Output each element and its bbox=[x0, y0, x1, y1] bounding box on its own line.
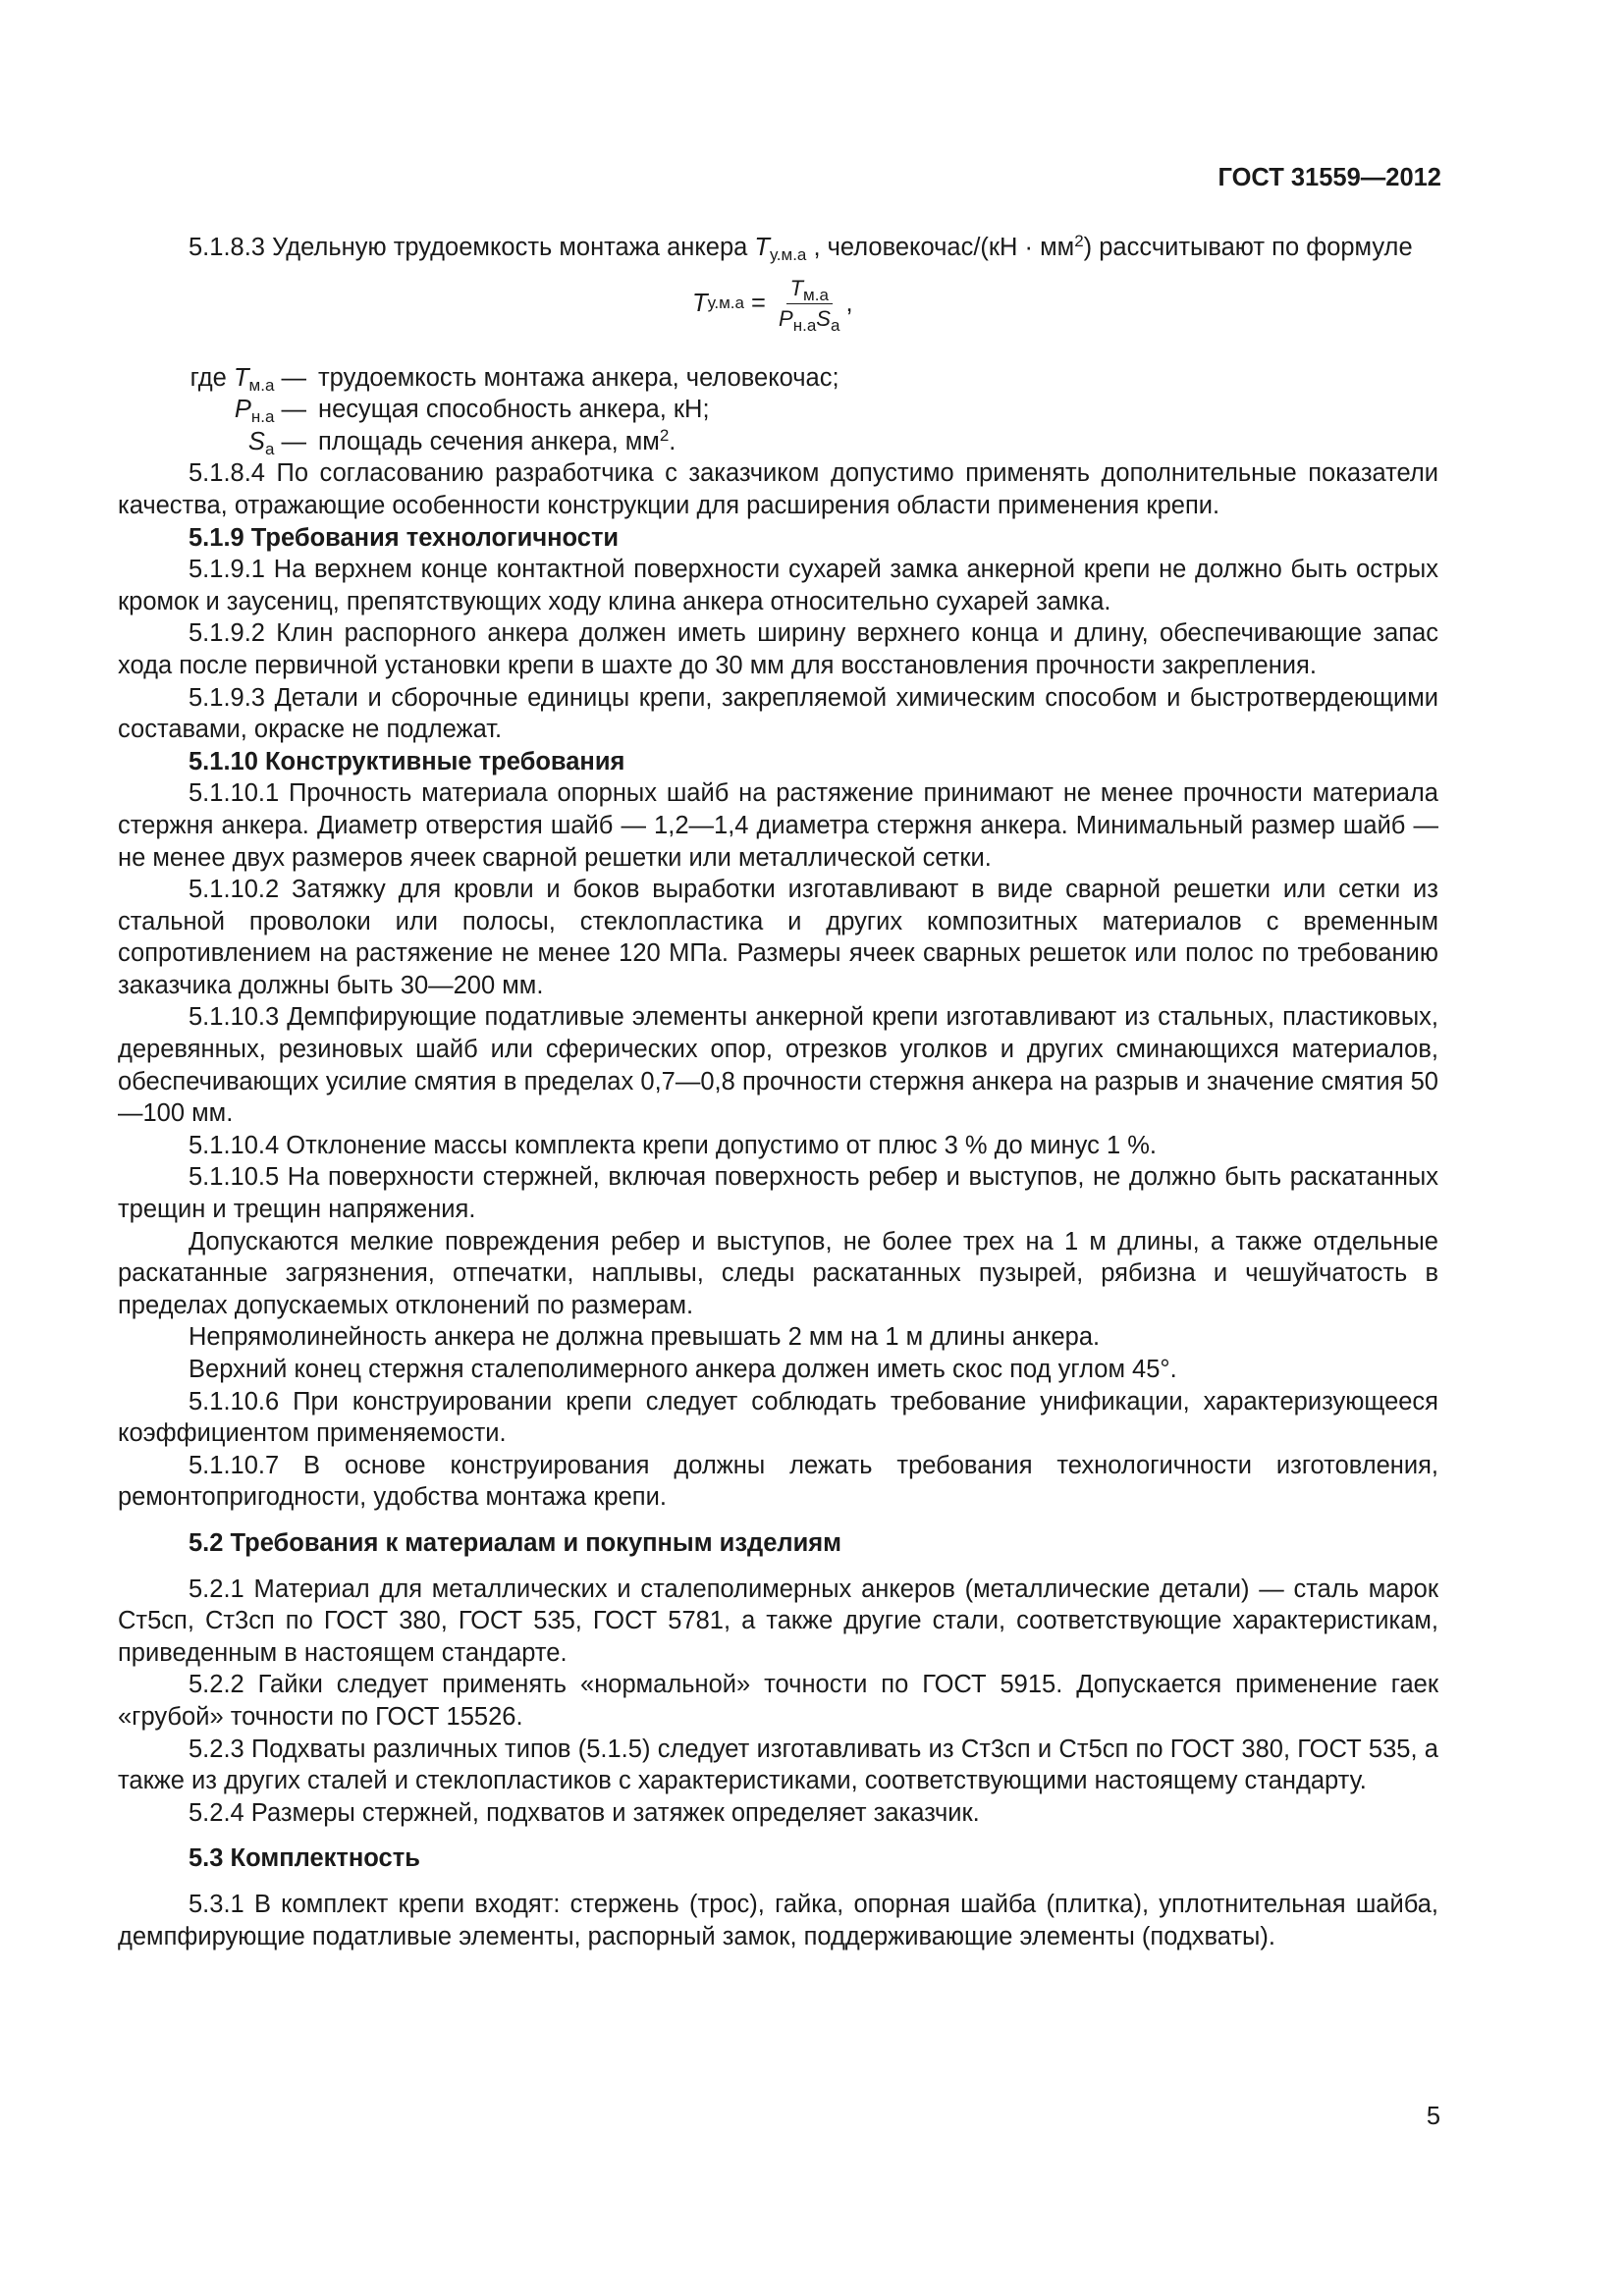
formula-fraction bbox=[775, 274, 843, 334]
paragraph-5-1-9-2: 5.1.9.2 Клин распорного анкера должен иметь ширину верхнего конца и длину, обеспечивающие запас хода после первичной установки крепи в шахте до 30 мм для восстановления прочности закрепления. bbox=[118, 619, 1438, 679]
heading-5-2: 5.2 Требования к материалам и покупным изделиям bbox=[189, 1528, 841, 1557]
paragraph-5-2-3: 5.2.3 Подхваты различных типов (5.1.5) следует изготавливать из Ст3сп и Ст5сп по ГОСТ 380, ГОСТ 535, а также из других сталей и стеклопластиков с характеристиками, соответствующими настоящему стандарту. bbox=[118, 1735, 1438, 1795]
paragraph-5-2-4: 5.2.4 Размеры стержней, подхватов и затяжек определяет заказчик. bbox=[189, 1798, 980, 1827]
formula-specific-labor: T у.м.а = $\frac{T_{м.а}}{P_{н.а}S_а}$ , bbox=[692, 275, 853, 335]
paragraph-5-1-9-1: 5.1.9.1 На верхнем конце контактной поверхности сухарей замка анкерной крепи не должно быть острых кромок и заусениц, препятствующих ходу клина анкера относительно сухарей замка. bbox=[118, 556, 1438, 615]
paragraph-5-1-10-7: 5.1.10.7 В основе конструирования должны лежать требования технологичности изготовления, ремонтопригодности, удобства монтажа крепи. bbox=[118, 1451, 1438, 1512]
paragraph-5-1-8-4: 5.1.8.4 По согласованию разработчика с заказчиком допустимо применять дополнительные показатели качества, отражающие особенности конструкции для расширения области применения крепи. bbox=[118, 459, 1438, 519]
paragraph-5-1-10-4: 5.1.10.4 Отклонение массы комплекта крепи допустимо от плюс 3 % до минус 1 %. bbox=[189, 1131, 1158, 1159]
paragraph-5-2-2: 5.2.2 Гайки следует применять «нормальной» точности по ГОСТ 5915. Допускается применение гаек «грубой» точности по ГОСТ 15526. bbox=[118, 1671, 1438, 1731]
paragraph-5-1-10-1: 5.1.10.1 Прочность материала опорных шайб на растяжение принимают не менее прочности материала стержня анкера. Диаметр отверстия шайб — 1,2—1,4 диаметра стержня анкера. Минимальный размер шайб — не менее двух размеров ячеек сварной решетки или металлической сетки. bbox=[118, 779, 1438, 872]
paragraph-5-1-10-5-damage: Допускаются мелкие повреждения ребер и выступов, не более трех на 1 м длины, а также отдельные раскатанные загрязнения, отпечатки, наплывы, следы раскатанных пузырей, рябизна и чешуйчатость в пределах допускаемых отклонений по размерам. bbox=[118, 1227, 1438, 1319]
paragraph-5-1-10-2: 5.1.10.2 Затяжку для кровли и боков выработки изготавливают в виде сварной решетки или сетки из стальной проволоки или полосы, стеклопластика и других композитных материалов с временным сопротивлением на растяжение не менее 120 МПа. Размеры ячеек сварных решеток или полос по требованию заказчика должны быть 30—200 мм. bbox=[118, 876, 1438, 999]
heading-5-3: 5.3 Комплектность bbox=[189, 1844, 420, 1873]
formula-definitions bbox=[124, 362, 1438, 458]
paragraph-5-2-1: 5.2.1 Материал для металлических и сталеполимерных анкеров (металлические детали) — сталь марок Ст5сп, Ст3сп по ГОСТ 380, ГОСТ 535, ГОСТ 5781, а также другие стали, соответствующие характеристикам, приведенным в настоящем стандарте. bbox=[118, 1575, 1438, 1667]
paragraph-5-1-10-5: 5.1.10.5 На поверхности стержней, включая поверхность ребер и выступов, не должно быть раскатанных трещин и трещин напряжения. bbox=[118, 1163, 1438, 1224]
document-body bbox=[118, 232, 1438, 1952]
paragraph-5-1-9-3: 5.1.9.3 Детали и сборочные единицы крепи, закрепляемой химическим способом и быстротвердеющими составами, окраске не подлежат. bbox=[118, 683, 1438, 744]
formula-denominator: $P_{н.а}S_а$ bbox=[779, 305, 840, 335]
document-header: ГОСТ 31559—2012 bbox=[1217, 164, 1441, 191]
paragraph-5-1-10-5-straightness: Непрямолинейность анкера не должна превышать 2 мм на 1 м длины анкера. bbox=[189, 1323, 1101, 1352]
page-number: 5 bbox=[1426, 2103, 1440, 2130]
definition-row: где $T_{м.а}$ — трудоемкость монтажа анкера, человекочас; bbox=[189, 363, 839, 395]
heading-5-1-10: 5.1.10 Конструктивные требования bbox=[189, 747, 625, 775]
heading-5-1-9: 5.1.9 Требования технологичности bbox=[189, 523, 620, 552]
paragraph-5-1-10-3: 5.1.10.3 Демпфирующие податливые элементы анкерной крепи изготавливают из стальных, пластиковых, деревянных, резиновых шайб или сферических опор, отрезков уголков и других сминающихся материалов, обеспечивающих усилие смятия в пределах 0,7—0,8 прочности стержня анкера на разрыв и значение смятия 50—100 мм. bbox=[118, 1003, 1438, 1128]
definition-row: $S_а$ — площадь сечения анкера, $мм^2$. bbox=[247, 425, 676, 458]
paragraph-5-1-10-6: 5.1.10.6 При конструировании крепи следует соблюдать требование унификации, характеризующееся коэффициентом применяемости. bbox=[118, 1387, 1438, 1448]
paragraph-5-3-1: 5.3.1 В комплект крепи входят: стержень (трос), гайка, опорная шайба (плитка), уплотнительная шайба, демпфирующие податливые элементы, распорный замок, поддерживающие элементы (подхваты). bbox=[118, 1890, 1438, 1950]
formula-numerator: $T_{м.а}$ bbox=[786, 274, 833, 304]
paragraph-5-1-10-5-bevel: Верхний конец стержня сталеполимерного анкера должен иметь скос под углом 45°. bbox=[189, 1356, 1177, 1383]
definition-row: $P_{н.а}$ — несущая способность анкера, кН; bbox=[234, 396, 710, 427]
paragraph-5-1-8-3: 5.1.8.3 Удельную трудоемкость монтажа анкера $T_{у.м.а}$ , человекочас/(кН · $мм^2$) рассчитывают по формуле bbox=[189, 232, 1413, 264]
